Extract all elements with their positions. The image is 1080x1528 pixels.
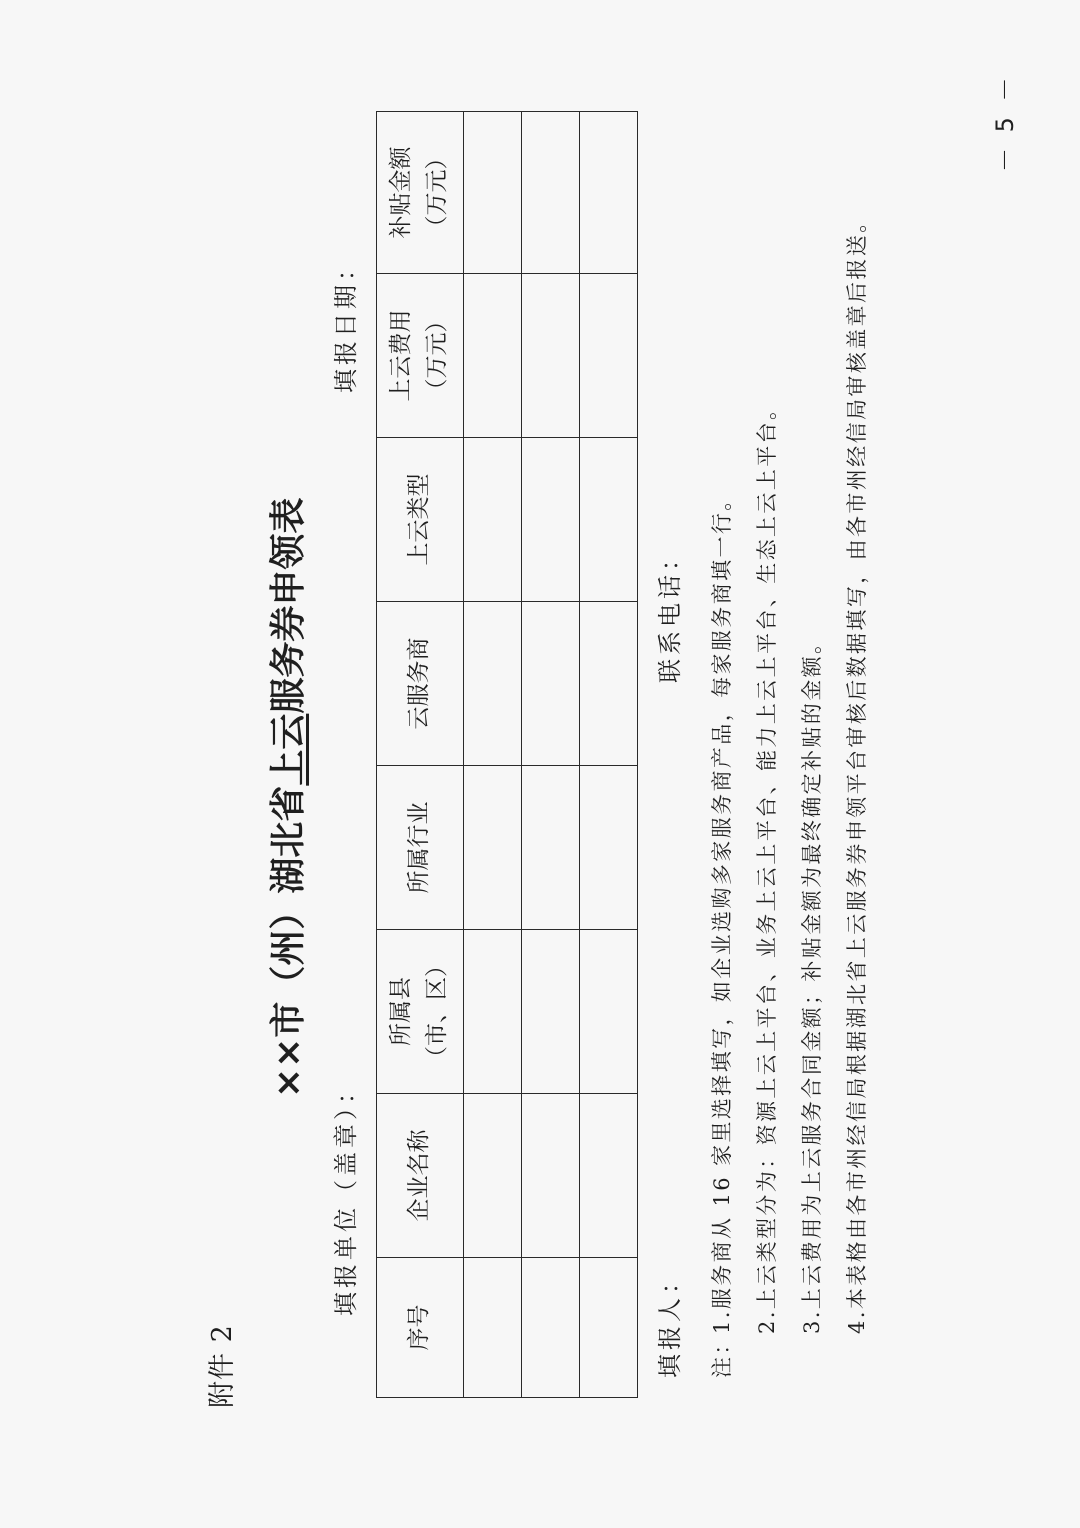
note-line (835, 78, 880, 1378)
table-cell[interactable] (464, 602, 522, 766)
table-cell[interactable] (580, 766, 638, 930)
note-line (700, 78, 745, 1378)
table-row (464, 112, 522, 1398)
table-cell[interactable] (464, 274, 522, 438)
fill-unit-label: 填报单位（盖章）： (332, 1076, 360, 1316)
table-cell[interactable] (580, 438, 638, 602)
header-line: （万元） (424, 309, 450, 402)
table-cell[interactable] (522, 438, 580, 602)
note-text: 2.上云类型分为：资源上云上平台、业务上云上平台、能力上云上平台、生态上云上平台。 (755, 396, 779, 1334)
header-line: 所属行业 (406, 801, 433, 894)
table-cell[interactable] (580, 602, 638, 766)
header-cell (377, 274, 464, 438)
annex-label: 附件 2 (207, 1324, 238, 1408)
table-cell[interactable] (522, 1094, 580, 1258)
note-line (745, 78, 790, 1378)
header-line: 补贴金额 (388, 146, 415, 239)
header-cell (377, 1094, 464, 1258)
header-cell (377, 112, 464, 274)
header-cell (377, 930, 464, 1094)
header-line: 所属县 (388, 977, 415, 1046)
application-table (376, 111, 638, 1398)
header-line: 企业名称 (406, 1129, 433, 1222)
header-cell (377, 766, 464, 930)
header-line: （万元） (424, 146, 450, 239)
table-cell[interactable] (580, 112, 638, 274)
table-header-row (377, 112, 464, 1398)
header-line: 上云费用 (388, 309, 415, 402)
table-cell[interactable] (464, 112, 522, 274)
table-cell[interactable] (580, 1094, 638, 1258)
notes-prefix: 注： (710, 1331, 734, 1378)
table-cell[interactable] (522, 766, 580, 930)
note-text: 4.本表格由各市州经信局根据湖北省上云服务券申领平台审核后数据填写，由各市州经信局审核盖章后报送。 (845, 209, 869, 1334)
table-cell[interactable] (580, 1258, 638, 1398)
table-row (522, 112, 580, 1398)
note-text: 1.服务商从 16 家里选择填写，如企业选购多家服务商产品，每家服务商填一行。 (710, 487, 734, 1334)
form-title (260, 497, 311, 1098)
table-cell[interactable] (522, 930, 580, 1094)
table-cell[interactable] (522, 1258, 580, 1398)
table-cell[interactable] (464, 930, 522, 1094)
header-line: （市、区） (424, 954, 450, 1069)
table-cell[interactable] (580, 930, 638, 1094)
title-suffix: 服务券申领表 (268, 497, 309, 714)
note-line (790, 78, 835, 1378)
table-cell[interactable] (464, 438, 522, 602)
header-line: 云服务商 (406, 637, 433, 730)
table-cell[interactable] (464, 766, 522, 930)
header-line: 上云类型 (406, 473, 433, 566)
phone-label: 联系电话： (656, 543, 684, 683)
reporter-label: 填报人： (656, 1266, 684, 1378)
header-cell (377, 438, 464, 602)
page-number: － 5 － (991, 73, 1019, 172)
header-line: 序号 (406, 1304, 433, 1351)
table-row (580, 112, 638, 1398)
note-text: 3.上云费用为上云服务合同金额；补贴金额为最终确定补贴的金额。 (800, 630, 824, 1334)
table-cell[interactable] (464, 1094, 522, 1258)
table-cell[interactable] (522, 602, 580, 766)
title-prefix: ××市（州）湖北省 (268, 785, 309, 1098)
fill-date-label: 填报日期： (332, 253, 360, 393)
table-cell[interactable] (522, 274, 580, 438)
table-cell[interactable] (522, 112, 580, 274)
header-cell (377, 602, 464, 766)
header-cell (377, 1258, 464, 1398)
table-cell[interactable] (464, 1258, 522, 1398)
notes-section (700, 78, 880, 1378)
title-underlined: 上云 (268, 713, 309, 786)
table-cell[interactable] (580, 274, 638, 438)
